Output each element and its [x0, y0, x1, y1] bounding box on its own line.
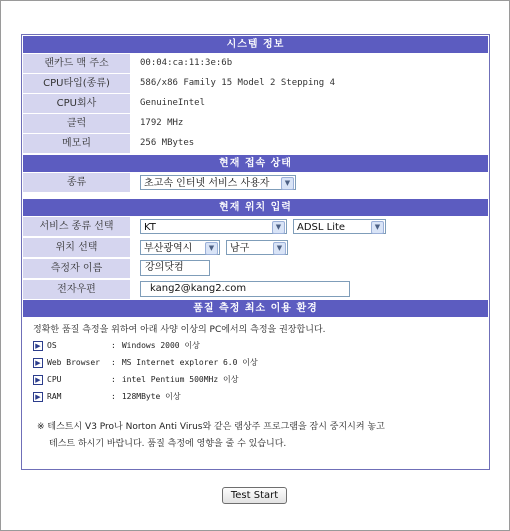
connection-type-row	[23, 172, 488, 192]
environment-header: 품질 측정 최소 이용 환경	[23, 300, 488, 317]
cpu-type-value: 586/x86 Family 15 Model 2 Stepping 4	[131, 74, 488, 93]
city-select[interactable]	[140, 240, 220, 255]
cpu-type-row	[23, 73, 488, 93]
requirement-item: ▶ OS : Windows 2000 이상	[33, 339, 200, 353]
clock-row	[23, 113, 488, 133]
service-label: 서비스 종류 선택	[23, 217, 130, 236]
email-label: 전자우편	[23, 280, 130, 299]
environment-body	[23, 317, 488, 468]
cpu-vendor-label: CPU회사	[23, 94, 130, 113]
requirement-value: 128MByte 이상	[121, 392, 181, 401]
service-row	[23, 216, 488, 236]
mac-address-label: 랜카드 맥 주소	[23, 54, 130, 73]
cpu-vendor-value: GenuineIntel	[131, 94, 488, 113]
memory-row	[23, 133, 488, 153]
notice-line-1: ※ 테스트시 V3 Pro나 Norton Anti Virus와 같은 램상주 프로그램을 잠시 중지시켜 놓고	[37, 422, 385, 432]
requirement-value: MS Internet explorer 6.0 이상	[121, 358, 258, 367]
district-select[interactable]	[226, 240, 288, 255]
region-cell	[131, 238, 488, 257]
email-row	[23, 279, 488, 299]
requirement-item: ▶ RAM : 128MByte 이상	[33, 390, 181, 404]
mac-address-row	[23, 53, 488, 73]
region-row	[23, 237, 488, 257]
arrow-right-icon: ▶	[33, 375, 43, 385]
system-info-header: 시스템 정보	[23, 36, 488, 53]
tester-cell	[131, 259, 488, 278]
product-select[interactable]	[293, 219, 386, 234]
mac-address-value: 00:04:ca:11:3e:6b	[131, 54, 488, 73]
speed-test-panel	[21, 34, 490, 470]
connection-type-selected: 초고속 인터넷 서비스 사용자	[144, 178, 270, 189]
service-cell	[131, 217, 488, 236]
memory-value: 256 MBytes	[131, 134, 488, 153]
city-selected: 부산광역시	[144, 243, 193, 254]
memory-label: 메모리	[23, 134, 130, 153]
chevron-down-icon: ▼	[273, 242, 286, 255]
requirement-key: CPU	[47, 375, 62, 384]
email-input[interactable]: kang2@kang2.com	[140, 281, 350, 297]
clock-value: 1792 MHz	[131, 114, 488, 133]
clock-label: 클럭	[23, 114, 130, 133]
requirement-key: OS	[47, 341, 57, 350]
arrow-right-icon: ▶	[33, 392, 43, 402]
requirement-item: ▶ CPU : intel Pentium 500MHz 이상	[33, 373, 238, 387]
arrow-right-icon: ▶	[33, 358, 43, 368]
chevron-down-icon: ▼	[205, 242, 218, 255]
chevron-down-icon: ▼	[281, 177, 294, 190]
connection-type-label: 종류	[23, 173, 130, 192]
arrow-right-icon: ▶	[33, 341, 43, 351]
chevron-down-icon: ▼	[371, 221, 384, 234]
email-cell	[131, 280, 488, 299]
requirement-item: ▶ Web Browser : MS Internet explorer 6.0 이상	[33, 356, 258, 370]
test-start-button[interactable]: Test Start	[222, 487, 287, 504]
connection-type-select[interactable]	[140, 175, 296, 190]
chevron-down-icon: ▼	[272, 221, 285, 234]
tester-name-input[interactable]: 강의닷컴	[140, 260, 210, 276]
isp-select[interactable]	[140, 219, 287, 234]
tester-label: 측정자 이름	[23, 259, 130, 278]
requirement-key: RAM	[47, 392, 62, 401]
connection-header: 현재 접속 상태	[23, 155, 488, 172]
requirement-value: intel Pentium 500MHz 이상	[121, 375, 239, 384]
cpu-vendor-row	[23, 93, 488, 113]
environment-intro: 정확한 품질 측정을 위하여 아래 사양 이상의 PC에서의 측정을 권장합니다.	[33, 325, 326, 335]
region-label: 위치 선택	[23, 238, 130, 257]
tester-row	[23, 258, 488, 278]
requirement-value: Windows 2000 이상	[121, 341, 200, 350]
product-selected: ADSL Lite	[297, 222, 346, 233]
requirement-key: Web Browser	[47, 358, 100, 367]
district-selected: 남구	[230, 243, 250, 254]
location-header: 현재 위치 입력	[23, 199, 488, 216]
isp-selected: KT	[144, 222, 156, 233]
connection-type-cell	[131, 173, 488, 192]
notice-line-2: 테스트 하시기 바랍니다. 품질 측정에 영향을 줄 수 있습니다.	[49, 439, 287, 449]
cpu-type-label: CPU타입(종류)	[23, 74, 130, 93]
